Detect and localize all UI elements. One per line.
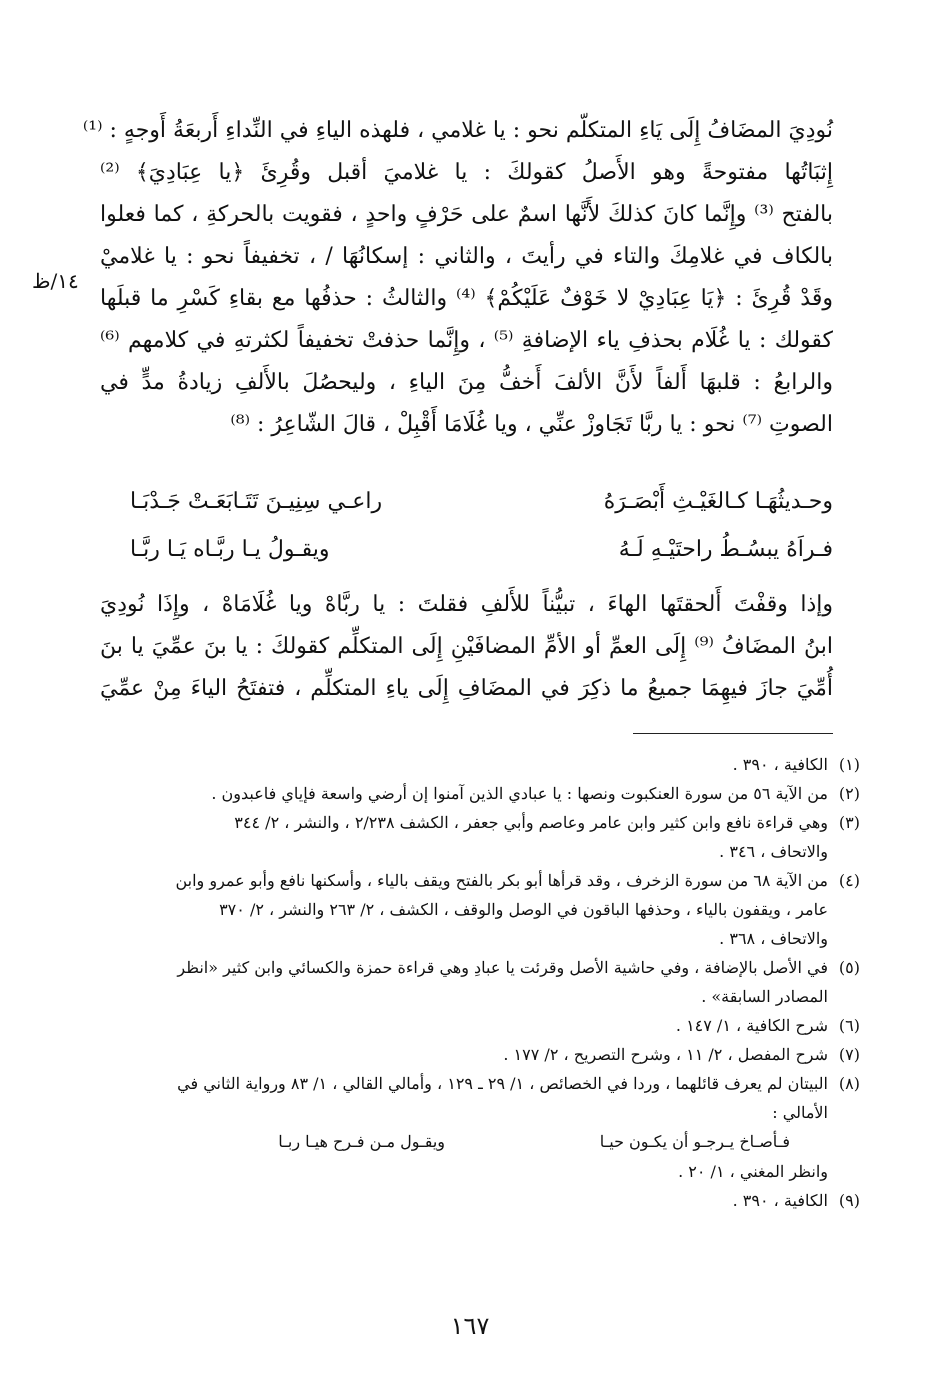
- footnote-text: الأمالي :: [772, 1103, 828, 1122]
- footnote-continuation: [100, 1157, 860, 1186]
- footnote-text: البيتان لم يعرف قائلهما ، وردا في الخصائص ، ١/ ٢٩ ـ ١٢٩ ، وأمالي القالي ، ١/ ٨٣ ورواية الثاني في: [177, 1074, 828, 1093]
- footnote-text: المصادر السابقة» .: [701, 987, 828, 1006]
- main-text-continued: [100, 584, 833, 710]
- footnote-number: (٩): [838, 1191, 860, 1210]
- text-line: نُودِيَ المضَافُ إِلَى يَاءِ المتكلّم نحو : يا غلامي ، فلهذه الياءِ في النِّداءِ أَربعَةُ أَوجهٍ : ⁽¹⁾: [82, 118, 833, 143]
- footnote-number: (١): [838, 755, 860, 774]
- text-line: وإذا وقفْتَ أَلحقتَها الهاءَ ، تبيُّناً للأَلفِ فقلتَ : يا ربَّاهْ ويا غُلَامَاهْ ، وإِذَا نُودِيَ: [100, 592, 833, 617]
- text-line: ابنُ المضَافُ ⁽⁹⁾ إِلَى العمِّ أو الأمِّ المضافَيْنِ إِلَى المتكلِّم كقولكَ : يا بنَ عمِّيَ يا بنَ: [100, 634, 833, 659]
- footnote-number: (٢): [838, 784, 860, 803]
- text-line: وقَدْ قُرِئَ : ﴿يَا عِبَادِيْ لا خَوْفٌ عَلَيْكُمْ﴾ ⁽⁴⁾ والثالثُ : حذفُها مع بقاءِ كَسْرِ ما قبلَها: [100, 286, 833, 311]
- verse-second-hemistich: ويقـول مـن فـرح هيـا ربـا: [278, 1132, 445, 1151]
- manuscript-folio-marker: ١٤/ظ: [32, 269, 79, 293]
- footnote: [100, 1069, 860, 1127]
- footnote-text: وانظر المغني ، ١/ ٢٠ .: [678, 1162, 828, 1181]
- footnote-text: الكافية ، ٣٩٠ .: [732, 1191, 828, 1210]
- verse-second-hemistich: ويقـولُ يـا ربَّـاه يَـا ربَّـا: [130, 537, 330, 562]
- text-line: الصوتِ ⁽⁷⁾ نحو : يا ربَّا تَجَاوزْ عنِّي ، ويا غُلَامَا أَقْبِلْ ، قالَ الشّاعِرُ : ⁽⁸⁾: [230, 412, 833, 437]
- footnote-text: من الآية ٦٨ من سورة الزخرف ، وقد قرأها أبو بكر بالفتح ويقف بالياء ، وأسكنها نافع وأبو عمرو وابن: [175, 871, 828, 890]
- footnote-number: (٦): [838, 1016, 860, 1035]
- footnote: [100, 1011, 860, 1040]
- verse-second-hemistich: راعـي سِنِيـنَ تَتَـابَعَـتْ جَـدْبَـا: [130, 489, 383, 514]
- footnote-separator: [633, 733, 833, 734]
- footnote-text: عامر ، ويقفون بالياء ، وحذفها الباقون في الوصل والوقف ، الكشف ، ٢/ ٢٦٣ والنشر ، ٢/ ٣٧٠: [219, 900, 828, 919]
- poem-verse: [100, 528, 833, 572]
- footnote: [100, 808, 860, 866]
- footnote: [100, 866, 860, 953]
- page-number: ١٦٧: [450, 1312, 490, 1340]
- verse-first-hemistich: فـأصـاخ يـرجـو أن يكـون حيـا: [599, 1132, 790, 1151]
- footnote: [100, 750, 860, 779]
- footnote-number: (٨): [838, 1074, 860, 1093]
- footnote-text: شرح المفصل ، ٢/ ١١ ، وشرح التصريح ، ٢/ ١٧٧ .: [503, 1045, 828, 1064]
- footnote-text: وهي قراءة نافع وابن كثير وابن عامر وعاصم وأبي جعفر ، الكشف ٢/٢٣٨ ، والنشر ، ٢/ ٣٤٤: [234, 813, 828, 832]
- text-line: بالفتح ⁽³⁾ وإِنَّما كانَ كذلكَ لأَنَّها اسمٌ على حَرْفٍ واحدٍ ، فقويت بالحركةِ ، كما فعلوا: [100, 202, 833, 227]
- poem-verse: [100, 480, 833, 524]
- footnote-text: شرح الكافية ، ١/ ١٤٧ .: [675, 1016, 828, 1035]
- text-line: إِثبَاتُها مفتوحةً وهو الأَصلُ كقولكَ : يا غلاميَ أقبل وقُرِئَ ﴿يا عِبَادِيَ﴾ ⁽²⁾: [100, 160, 833, 185]
- text-line: كقولك : يا غُلَام بحذفِ ياء الإضافةِ ⁽⁵⁾ ، وإِنَّما حذفتْ تخفيفاً لكثرتهِ في كلامهم ⁽⁶⁾: [100, 328, 833, 353]
- text-line: بالكاف في غلامِكَ والتاء في رأيتَ ، والثاني : إسكانُهَا / ، تخفيفاً نحو : يا غلاميْ: [100, 244, 833, 269]
- verse-first-hemistich: فـراَهُ يبسُـطُ راحتَيْـهِ لَـهُ: [618, 537, 833, 562]
- footnote-number: (٤): [838, 871, 860, 890]
- footnote: [100, 1040, 860, 1069]
- text-line: والرابعُ : قلبهَا أَلفاً لأَنَّ الألفَ أَخفُّ مِنَ الياءِ ، وليحصُلَ بالأَلفِ زيادةُ مدٍّ في: [100, 370, 833, 395]
- footnote-text: والاتحاف ، ٣٦٨ .: [719, 929, 828, 948]
- footnote-number: (٧): [838, 1045, 860, 1064]
- text-line: أُمِّيَ جازَ فيهِمَا جميعُ ما ذكِرَ في المضَافِ إِلَى ياءِ المتكلِّم ، فتفتَحُ الياءَ مِنْ عمِّيَ: [100, 676, 833, 701]
- footnote-text: الكافية ، ٣٩٠ .: [732, 755, 828, 774]
- footnotes: [100, 750, 860, 1215]
- footnote: [100, 779, 860, 808]
- footnote-text: في الأصل بالإضافة ، وفي حاشية الأصل وقرئت يا عبادِ وهي قراءة حمزة والكسائي وابن كثير «انظر: [177, 958, 828, 977]
- footnote-verse: [100, 1127, 860, 1157]
- verse-first-hemistich: وحـديثُهَـا كـالغَيْـثِ أَبْصَـرَهُ: [603, 489, 833, 514]
- footnote-text: والاتحاف ، ٣٤٦ .: [719, 842, 828, 861]
- footnote-text: من الآية ٥٦ من سورة العنكبوت ونصها : يا عبادي الذين آمنوا إن أرضي واسعة فإياي فاعبدون .: [211, 784, 828, 803]
- footnote-number: (٣): [838, 813, 860, 832]
- footnote: [100, 953, 860, 1011]
- main-text: [82, 110, 833, 446]
- footnote: [100, 1186, 860, 1215]
- footnote-number: (٥): [838, 958, 860, 977]
